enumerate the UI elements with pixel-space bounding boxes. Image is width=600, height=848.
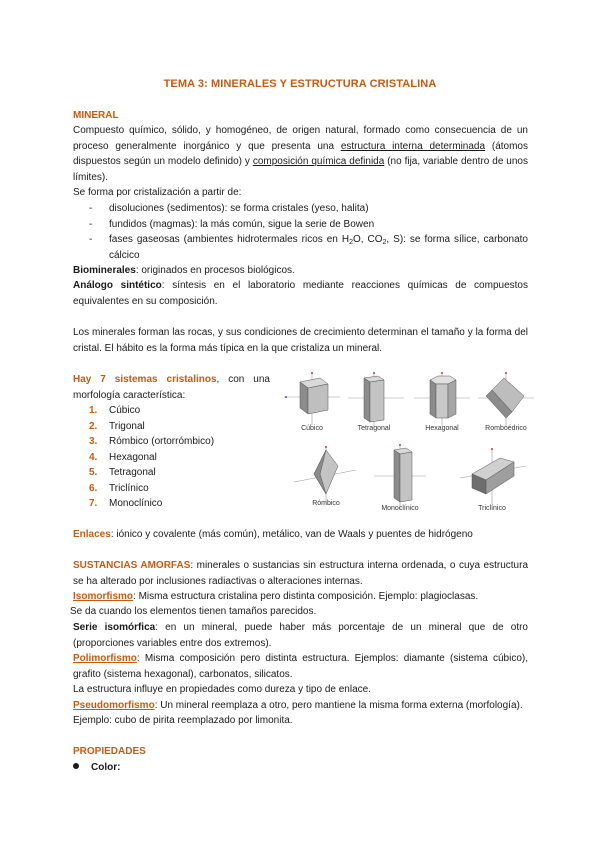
figure-label: Monoclínico [381,505,419,512]
monoclinico-crystal-figure [374,444,426,510]
figure-label: Romboédrico [485,425,527,432]
sistemas-list [89,403,239,512]
polimorfismo: Polimorfismo: Misma composición pero distinta estructura. Ejemplos: diamante (sistema cúbico), grafito (sistema hexagonal), carbonatos, silicatos. [73,653,528,680]
isomorfismo: Isomorfismo: Misma estructura cristalina pero distinta composición. Ejemplo: plagioclasas. [73,591,479,602]
pseudomorfismo: Pseudomorfismo: Un mineral reemplaza a otro, pero mantiene la misma forma externa (morfología). [73,700,523,711]
list-item: 7. Monoclínico [89,498,163,509]
list-item: 1. Cúbico [89,405,141,416]
crystal-systems-figure [280,370,536,515]
figure-label: Rómbico [312,500,340,507]
list-item: 5. Tetragonal [89,467,156,478]
enlaces: Enlaces: iónico y covalente (más común), metálico, van de Waals y puentes de hidrógeno [73,529,473,540]
definition-underlined-1: estructura interna determinada [340,140,486,152]
definition-text-3: (no fija, variable dentro de unos límites). [73,156,528,183]
section-heading-propiedades: PROPIEDADES [73,746,146,757]
figure-label: Hexagonal [425,425,459,432]
page-title: TEMA 3: MINERALES Y ESTRUCTURA CRISTALINA [163,78,437,90]
figure-label: Cúbico [301,425,323,432]
cubic-crystal-figure [284,372,340,425]
list-item: - disoluciones (sedimentos): se forma cristales (yeso, halita) [89,203,369,214]
propiedad-color: Color: [73,760,528,776]
definition-underlined-2: composición química definida [252,156,385,167]
definition-text-2: (átomos dispuestos según un modelo definido) y [73,140,528,167]
rombico-crystal-figure [294,446,356,504]
formation-intro: Se forma por cristalización a partir de: [73,187,242,198]
list-item: 6. Triclínico [89,482,149,494]
estructura-note: La estructura influye en propiedades como dureza y tipo de enlace. [73,684,371,695]
list-item: 4. Hexagonal [89,451,157,463]
hexagonal-crystal-figure [414,372,470,426]
figure-label: Tetragonal [357,425,391,432]
sustancias-amorfas: SUSTANCIAS AMORFAS: minerales o sustancias sin estructura interna ordenada, o cuya estructura se ha alterado por inclusiones radiactivas o alteraciones internas. [73,560,529,587]
isomorfismo-note: Se da cuando los elementos tienen tamaños parecidos. [70,606,317,617]
list-item: - fundidos (magmas): la más común, sigue la serie de Bowen [89,218,375,230]
list-item: 2. Trigonal [89,420,145,432]
section-heading-mineral: MINERAL [73,110,119,121]
mineral-definition [73,123,528,185]
romboedrico-crystal-figure [478,372,534,426]
definition-text: Compuesto químico, sólido, y homogéneo, de origen natural, formado como consecuencia de un proceso generalmente inorgánico y que presenta una [73,125,528,152]
rocas-paragraph: Los minerales forman las rocas, y sus condiciones de crecimiento determinan el tamaño y la forma del cristal. El hábito es la forma más típica en la que cristaliza un mineral. [73,327,528,354]
formation-list [89,201,528,263]
figure-label: Triclínico [478,505,506,512]
triclinico-crystal-figure [460,448,526,504]
serie-isomorfica: Serie isomórfica: en un mineral, puede haber más porcentaje de un mineral que de otro (proporciones variables entre dos extremos). [73,622,528,649]
sistemas-intro: Hay 7 sistemas cristalinos, con una morfología característica: [73,374,270,401]
list-item: - fases gaseosas (ambientes hidrotermales ricos en $H_2O$, $CO_2$, S): se forma sílice, carbonato cálcico [89,234,528,261]
analogo-sintetico: Análogo sintético: síntesis en el laboratorio mediante reacciones químicas de compuestos equivalentes en su composición. [73,280,528,307]
biominerales: Biominerales: originados en procesos biológicos. [73,265,295,276]
bullet-icon [73,763,79,769]
pseudomorfismo-ejemplo: Ejemplo: cubo de pirita reemplazado por limonita. [73,715,293,726]
list-item: 3. Rómbico (ortorrómbico) [89,436,215,447]
tetragonal-crystal-figure [348,372,404,428]
